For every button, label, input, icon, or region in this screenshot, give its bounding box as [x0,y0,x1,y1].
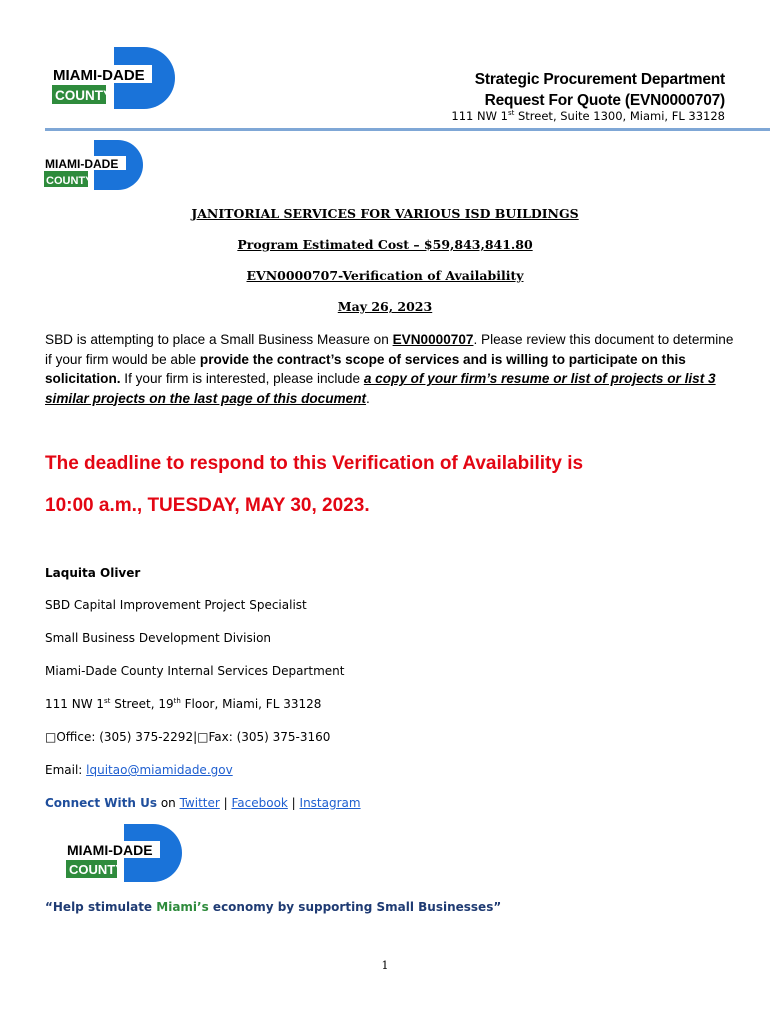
estimated-cost: Program Estimated Cost – $59,843,841.80 [237,237,533,252]
connect-row: Connect With Us on Twitter | Facebook | Instagram [45,796,361,810]
department-name: Strategic Procurement Department [474,71,725,88]
miami-dade-logo-header [52,47,176,109]
header-title [475,69,725,111]
svg-text:COUNTY: COUNTY [69,862,124,877]
header-address: 111 NW 1st Street, Suite 1300, Miami, FL 33128 [451,109,725,123]
deadline-line-1: The deadline to respond to this Verification of Availability is [45,453,584,474]
header-divider [45,128,770,131]
contact-address: 111 NW 1st Street, 19th Floor, Miami, FL 33128 [45,697,322,711]
email-link[interactable]: lquitao@miamidade.gov [86,763,233,777]
miami-dade-logo-footer [66,824,182,882]
svg-text:COUNTY: COUNTY [46,175,93,187]
svg-text:MIAMI-DADE: MIAMI-DADE [67,842,153,858]
slogan: “Help stimulate Miami’s economy by supporting Small Businesses” [45,900,502,914]
deadline-line-2: 10:00 a.m., TUESDAY, MAY 30, 2023. [45,495,370,516]
instagram-link[interactable]: Instagram [299,796,361,810]
contact-email-row: Email: lquitao@miamidade.gov [45,763,233,777]
intro-paragraph: SBD is attempting to place a Small Business Measure on EVN0000707. Please review this document to determine if your firm would be able provide the contract’s scope of services and is willing to participate on this solicitation. If your firm is interested, please include a copy of your firm’s resume or list of projects or list 3 similar projects on the last page of this document. [45,332,734,406]
contact-title: SBD Capital Improvement Project Specialist [45,598,307,612]
miami-dade-logo-small [44,140,144,190]
page-number: 1 [381,959,389,972]
contact-department: Miami-Dade County Internal Services Department [45,664,345,678]
svg-text:MIAMI-DADE: MIAMI-DADE [53,67,145,84]
svg-text:MIAMI-DADE: MIAMI-DADE [45,157,119,171]
contact-name: Laquita Oliver [45,566,141,580]
document-title: JANITORIAL SERVICES FOR VARIOUS ISD BUILDINGS [191,206,579,221]
svg-text:COUNTY: COUNTY [55,88,112,103]
contact-division: Small Business Development Division [45,631,272,645]
contact-phone: □Office: (305) 375-2292|□Fax: (305) 375-3160 [45,730,331,744]
twitter-link[interactable]: Twitter [179,796,220,810]
rfq-number: Request For Quote (EVN0000707) [484,92,725,109]
facebook-link[interactable]: Facebook [231,796,288,810]
document-date: May 26, 2023 [337,299,433,314]
verification-heading: EVN0000707-Verification of Availability [246,268,524,283]
